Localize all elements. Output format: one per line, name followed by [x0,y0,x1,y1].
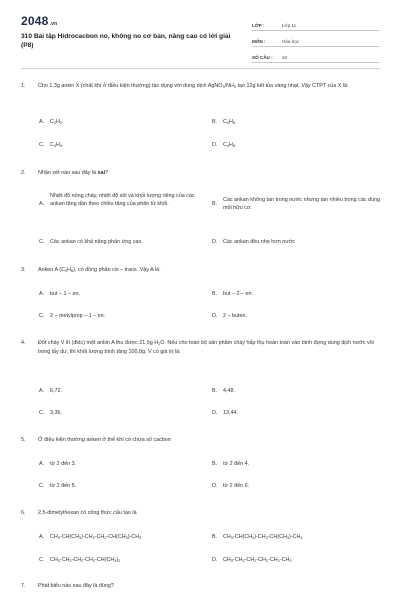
meta-value: Hóa học [282,39,300,44]
meta-label: LỚP : [252,23,265,28]
option-1a[interactable]: A. $C_2H_2$. [39,119,64,125]
option-4a[interactable]: A. 6,72. [39,388,62,394]
question-stem: Anken A $(C_4H_8)$, có đồng phân cis – trans. Vậy A là: [38,267,161,273]
meta-label: SỐ CÂU : [252,55,273,60]
option-3a[interactable]: A. but – 1 – en. [39,291,80,297]
question-stem: Nhận xét nào sau đây là sai? [38,170,109,176]
question-3 [21,266,380,275]
option-6d[interactable]: D. $CH_3-CH_2-CH_2-CH_2-CH_2-CH_3$ [212,557,292,563]
meta-class [252,15,380,31]
option-5c[interactable]: C. từ 2 đến 5. [39,483,77,489]
question-stem: Cho 1,3g ankin X (chất khí ở điều kiện thường) tác dụng với dung dịch $AgNO_3/NH_3$ tạo 12g kết tủa vàng nhạt. Vậy CTPT của X là: [38,83,349,89]
option-3b[interactable]: B. but – 2 – en. [212,291,253,297]
option-5a[interactable]: A. từ 2 đến 3. [39,461,77,467]
meta-value: 34 [282,55,288,60]
option-1d[interactable]: D. $C_4H_8$. [212,142,237,148]
document-title: 310 Bài tập Hidrocacbon no, không no cơ bản, nâng cao có lời giải (P8) [21,33,231,49]
question-number: 1. [21,83,26,89]
option-6c[interactable]: C. $CH_3-CH_2-CH_2-CH_2-CH(CH_3)_2$ [39,557,121,563]
option-2d[interactable]: D. Các ankan đều nhẹ hơn nước [212,239,296,245]
question-number: 7. [21,583,26,589]
header-divider [21,68,380,69]
option-2b[interactable]: B. Các ankan không tan trong nước nhưng tan nhiều trong các dung môi hữu cơ. [212,197,381,211]
question-7 [21,582,380,590]
question-1 [21,82,380,91]
question-5 [21,436,380,444]
option-3d[interactable]: D. 2 – buten. [212,313,247,319]
question-4 [21,339,380,356]
option-2a[interactable]: A. Nhiệt độ nóng chảy, nhiệt độ sôi và khối lượng riêng của các ankan tăng dần theo chiều tăng của phân tử khối. [39,193,195,207]
option-4d[interactable]: D. 13,44. [212,410,238,416]
option-2c[interactable]: C. Các ankan có khả năng phản ứng cao. [39,239,143,245]
option-6a[interactable]: A. $CH_3-CH(CH_3)-CH_2-CH_2-CH(CH_3)-CH_3$ [39,534,142,540]
question-stem: Phát biểu nào sau đây là đúng? [38,583,114,589]
question-number: 2. [21,170,26,176]
question-6 [21,509,380,517]
option-1c[interactable]: C. $C_3H_4$. [39,142,64,148]
option-3c[interactable]: C. 2 – metylprop – 1 – en. [39,313,106,319]
option-4c[interactable]: C. 3,36. [39,410,62,416]
document-meta [252,15,380,63]
question-2 [21,169,380,177]
meta-value: Lớp 11 [282,23,297,28]
option-5d[interactable]: D. từ 2 đến 6. [212,483,250,489]
question-number: 3. [21,267,26,273]
meta-label: MÔN : [252,39,266,44]
site-logo[interactable]: 2048.vn [21,14,58,28]
option-5b[interactable]: B. từ 2 đến 4. [212,461,250,467]
question-number: 4. [21,340,26,346]
question-number: 5. [21,437,26,443]
option-6b[interactable]: B. $CH_3-CH(CH_3)-CH_2-CH(CH_3)-CH_3$ [212,534,303,540]
question-number: 6. [21,510,26,516]
option-1b[interactable]: B. $C_3H_6$. [212,119,237,125]
question-stem: 2,5-dimetylhexan có công thức cấu tạo là [38,510,137,516]
meta-question-count [252,47,380,63]
meta-subject [252,31,380,47]
question-stem: Ở điều kiện thường anken ở thể khí có chứa số cacbon [38,437,171,443]
logo-suffix: .vn [49,21,58,27]
question-stem: Đốt cháy V lít (đktc) một ankin A thu được 21,6g $H_2O$. Nếu cho toàn bộ sản phẩm cháy hấp thụ hoàn toàn vào bình đựng dung dịch nước vôi trong lấy dư, thì khối lượng bình tăng 100,8g. V có giá trị là: [38,340,374,355]
option-4b[interactable]: B. 4,48. [212,388,235,394]
